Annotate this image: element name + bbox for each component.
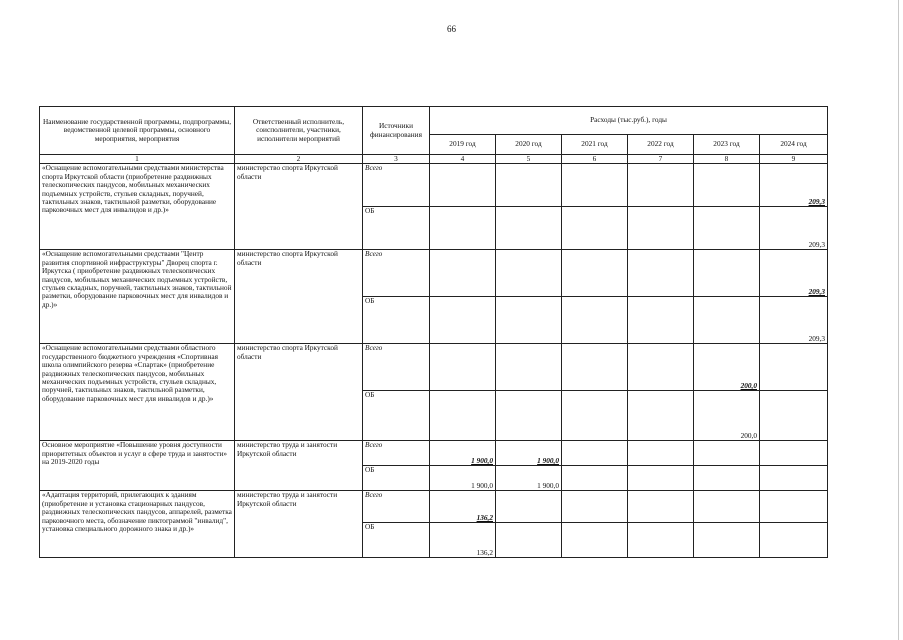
ob-value bbox=[562, 523, 628, 558]
source-ob-label: ОБ bbox=[363, 523, 430, 558]
total-value bbox=[760, 491, 828, 523]
total-value bbox=[430, 250, 496, 297]
column-number: 9 bbox=[760, 155, 828, 164]
header-year: 2019 год bbox=[430, 135, 496, 155]
ob-value bbox=[496, 391, 562, 441]
ob-value bbox=[562, 466, 628, 491]
total-value bbox=[562, 250, 628, 297]
total-value bbox=[562, 491, 628, 523]
header-expenses: Расходы (тыс.руб.), годы bbox=[430, 107, 828, 135]
total-value bbox=[628, 441, 694, 466]
ob-value bbox=[430, 391, 496, 441]
total-value bbox=[694, 164, 760, 207]
total-value bbox=[760, 344, 828, 391]
header-year: 2024 год bbox=[760, 135, 828, 155]
source-ob-label: ОБ bbox=[363, 466, 430, 491]
total-value bbox=[496, 491, 562, 523]
column-number: 3 bbox=[363, 155, 430, 164]
ob-value bbox=[694, 297, 760, 344]
header-year: 2021 год bbox=[562, 135, 628, 155]
source-ob-label: ОБ bbox=[363, 391, 430, 441]
total-value bbox=[496, 250, 562, 297]
source-ob-label: ОБ bbox=[363, 297, 430, 344]
total-value bbox=[760, 441, 828, 466]
column-number: 1 bbox=[40, 155, 235, 164]
ob-value bbox=[628, 207, 694, 250]
source-total-label: Всего bbox=[363, 491, 430, 523]
total-value bbox=[496, 344, 562, 391]
ob-value bbox=[760, 391, 828, 441]
measure-name: «Оснащение вспомогательными средствами "Центр развития спортивной инфраструктуры" Дворец спорта г. Иркутска ( приобретение раздвижных телескопических пандусов, мобильных механических подъемных устройств, стульев складных, поручней, тактильных знаков, тактильной разметки, оборудование парковочных мест для инвалидов и др.)» bbox=[40, 250, 235, 344]
ob-value: 209,3 bbox=[760, 297, 828, 344]
ob-value bbox=[760, 466, 828, 491]
scan-edge-line bbox=[898, 0, 899, 640]
ob-value bbox=[628, 297, 694, 344]
total-value bbox=[496, 164, 562, 207]
table-row bbox=[40, 164, 828, 207]
measure-name: «Оснащение вспомогательными средствами областного государственного бюджетного учреждения «Спортивная школа олимпийского резерва «Спартак» (приобретение раздвижных телескопических пандусов, мобильных механических подъемных устройств, стульев складных, поручней, тактильных знаков, тактильной разметки, оборудование парковочных мест для инвалидов и др.)» bbox=[40, 344, 235, 441]
source-total-label: Всего bbox=[363, 344, 430, 391]
ob-value bbox=[496, 523, 562, 558]
ob-value: 136,2 bbox=[430, 523, 496, 558]
total-value: 136,2 bbox=[430, 491, 496, 523]
header-executor: Ответственный исполнитель, соисполнители, участники, исполнители мероприятий bbox=[235, 107, 363, 155]
total-value bbox=[694, 441, 760, 466]
ob-value bbox=[694, 523, 760, 558]
ob-value bbox=[562, 391, 628, 441]
column-number: 5 bbox=[496, 155, 562, 164]
table-row bbox=[40, 441, 828, 466]
total-value bbox=[628, 344, 694, 391]
ob-value bbox=[430, 207, 496, 250]
total-value bbox=[628, 164, 694, 207]
column-number: 4 bbox=[430, 155, 496, 164]
ob-value bbox=[628, 466, 694, 491]
source-total-label: Всего bbox=[363, 250, 430, 297]
column-number: 2 bbox=[235, 155, 363, 164]
table-row bbox=[40, 250, 828, 297]
ob-value bbox=[628, 391, 694, 441]
header-name: Наименование государственной программы, подпрограммы, ведомственной целевой программы, основного мероприятия, мероприятия bbox=[40, 107, 235, 155]
ob-value: 1 900,0 bbox=[496, 466, 562, 491]
column-numbers-row bbox=[40, 155, 828, 164]
ob-value bbox=[694, 207, 760, 250]
source-total-label: Всего bbox=[363, 164, 430, 207]
total-value bbox=[430, 344, 496, 391]
ob-value bbox=[694, 466, 760, 491]
total-value bbox=[628, 491, 694, 523]
ob-value bbox=[430, 297, 496, 344]
total-value: 209,3 bbox=[760, 164, 828, 207]
measure-name: «Оснащение вспомогательными средствами министерства спорта Иркутской области (приобретение раздвижных телескопических пандусов, мобильных механических подъемных устройств, стульев складных, поручней, тактильных знаков, тактильной разметки, оборудование парковочных мест для инвалидов и др.)» bbox=[40, 164, 235, 250]
header-year: 2022 год bbox=[628, 135, 694, 155]
expenses-table bbox=[39, 106, 828, 558]
total-value bbox=[430, 164, 496, 207]
ob-value bbox=[496, 297, 562, 344]
table-row bbox=[40, 344, 828, 391]
ob-value bbox=[628, 523, 694, 558]
source-total-label: Всего bbox=[363, 441, 430, 466]
header-year: 2020 год bbox=[496, 135, 562, 155]
column-number: 6 bbox=[562, 155, 628, 164]
page-number: 66 bbox=[447, 24, 456, 34]
total-value bbox=[562, 164, 628, 207]
table-row bbox=[40, 491, 828, 523]
ob-value bbox=[496, 207, 562, 250]
total-value: 209,3 bbox=[760, 250, 828, 297]
executor-name: министерство труда и занятости Иркутской области bbox=[235, 491, 363, 558]
total-value bbox=[562, 344, 628, 391]
measure-name: Основное мероприятие «Повышение уровня доступности приоритетных объектов и услуг в сфере труда и занятости» на 2019-2020 годы bbox=[40, 441, 235, 491]
ob-value bbox=[562, 207, 628, 250]
total-value: 200,0 bbox=[694, 344, 760, 391]
source-ob-label: ОБ bbox=[363, 207, 430, 250]
ob-value: 200,0 bbox=[694, 391, 760, 441]
ob-value bbox=[562, 297, 628, 344]
total-value bbox=[694, 250, 760, 297]
executor-name: министерство труда и занятости Иркутской области bbox=[235, 441, 363, 491]
executor-name: министерство спорта Иркутской области bbox=[235, 344, 363, 441]
column-number: 8 bbox=[694, 155, 760, 164]
total-value bbox=[694, 491, 760, 523]
column-number: 7 bbox=[628, 155, 694, 164]
measure-name: «Адаптация территорий, прилегающих к зданиям (приобретение и установка стационарных пандусов, раздвижных телескопических пандусов, аппарелей, разметка парковочного места, обозначение пиктограммой "инвалид", установка специального дорожного знака и др.)» bbox=[40, 491, 235, 558]
ob-value bbox=[760, 523, 828, 558]
header-year: 2023 год bbox=[694, 135, 760, 155]
total-value bbox=[628, 250, 694, 297]
ob-value: 209,3 bbox=[760, 207, 828, 250]
executor-name: министерство спорта Иркутской области bbox=[235, 164, 363, 250]
ob-value: 1 900,0 bbox=[430, 466, 496, 491]
total-value: 1 900,0 bbox=[430, 441, 496, 466]
total-value bbox=[562, 441, 628, 466]
total-value: 1 900,0 bbox=[496, 441, 562, 466]
header-source: Источники финансирования bbox=[363, 107, 430, 155]
executor-name: министерство спорта Иркутской области bbox=[235, 250, 363, 344]
